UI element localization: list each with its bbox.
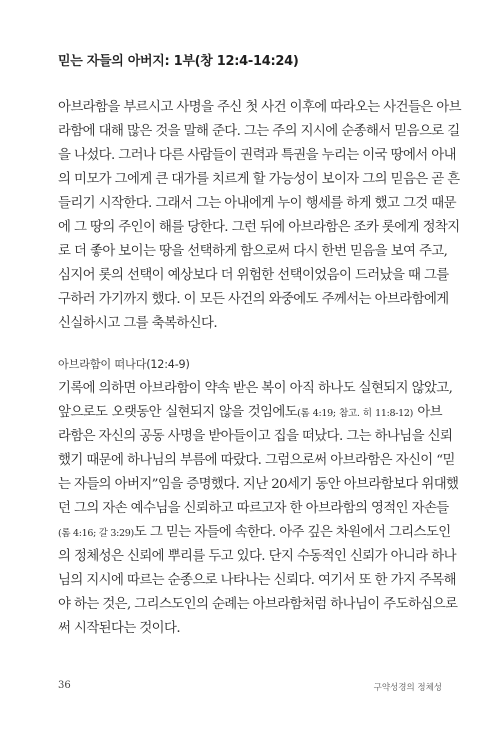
paragraph-2-line: 님의 지시에 따르는 순종으로 나타나는 신뢰다. 여기서 또 한 가지 주목해: [58, 573, 456, 588]
paragraph-1-line: 의 미모가 그에게 큰 대가를 치르게 할 가능성이 보이자 그의 믿음은 곧 흔: [58, 172, 460, 187]
paragraph-2-text: 아브: [413, 405, 442, 420]
scripture-reference: (롬 4:19; 참고. 히 11:8-12): [297, 408, 414, 419]
paragraph-1-line: 라함에 대해 많은 것을 말해 준다. 그는 주의 지시에 순종해서 믿음으로 길: [58, 124, 460, 139]
paragraph-1-line: 에 그 땅의 주인이 해를 당한다. 그런 뒤에 아브라함은 조카 롯에게 정착지: [58, 220, 460, 235]
paragraph-1-line: 신실하시고 그를 축복하신다.: [58, 316, 217, 331]
paragraph-1-line: 심지어 롯의 선택이 예상보다 더 위험한 선택이었음이 드러났을 때 그를: [58, 268, 449, 283]
section-title-text: 믿는 자들의 아버지: 1부: [58, 54, 195, 69]
paragraph-1-line: 구하러 가기까지 했다. 이 모든 사건의 와중에도 주께서는 아브라함에게: [58, 292, 449, 307]
paragraph-2-line: 는 자들의 아버지”임을 증명했다. 지난 20세기 동안 아브라함보다 위대했: [58, 477, 459, 492]
paragraph-1-line: 로 더 좋아 보이는 땅을 선택하게 함으로써 다시 한번 믿음을 보여 주고,: [58, 244, 448, 259]
paragraph-1-line: 을 나섰다. 그러나 다른 사람들이 권력과 특권을 누리는 이국 땅에서 아내: [58, 148, 456, 163]
paragraph-2-line: 야 하는 것은, 그리스도인의 순례는 아브라함처럼 하나님이 주도하심으로: [58, 597, 458, 612]
section-title: [58, 50, 299, 69]
scripture-reference: (롬 4:16; 갈 3:29): [58, 528, 134, 539]
page-number: 36: [58, 680, 71, 691]
paragraph-2-line: 했기 때문에 하나님의 부름에 따랐다. 그럼으로써 아브라함은 자신이 “믿: [58, 453, 455, 468]
paragraph-2-line: 써 시작된다는 것이다.: [58, 621, 180, 636]
paragraph-2-line: 의 정체성은 신뢰에 뿌리를 두고 있다. 단지 수동적인 신뢰가 아니라 하나: [58, 549, 456, 564]
paragraph-1-line: 들리기 시작한다. 그래서 그는 아내에게 누이 행세를 하게 했고 그것 때문: [58, 196, 456, 211]
paragraph-2-text: 앞으로도 오랫동안 실현되지 않을 것임에도: [58, 405, 298, 420]
section-title-reference: (창 12:4-14:24): [194, 54, 299, 69]
paragraph-2-line: [58, 524, 451, 543]
paragraph-1-line: 아브라함을 부르시고 사명을 주신 첫 사건 이후에 따라오는 사건들은 아브: [58, 100, 461, 115]
paragraph-2-line: 라함은 자신의 공동 사명을 받아들이고 집을 떠났다. 그는 하나님을 신뢰: [58, 429, 453, 444]
running-footer-title: 구약성경의 정체성: [373, 683, 442, 693]
paragraph-2-text: 도 그 믿는 자들에 속한다. 아주 깊은 차원에서 그리스도인: [133, 525, 451, 540]
paragraph-2-line: 기록에 의하면 아브라함이 약속 받은 복이 아직 하나도 실현되지 않았고,: [58, 381, 453, 396]
subheading: 아브라함이 떠나다(12:4-9): [58, 358, 190, 371]
paragraph-2-line: 던 그의 자손 예수님을 신뢰하고 따르고자 한 아브라함의 영적인 자손들: [58, 501, 449, 516]
paragraph-2-line: [58, 404, 442, 423]
